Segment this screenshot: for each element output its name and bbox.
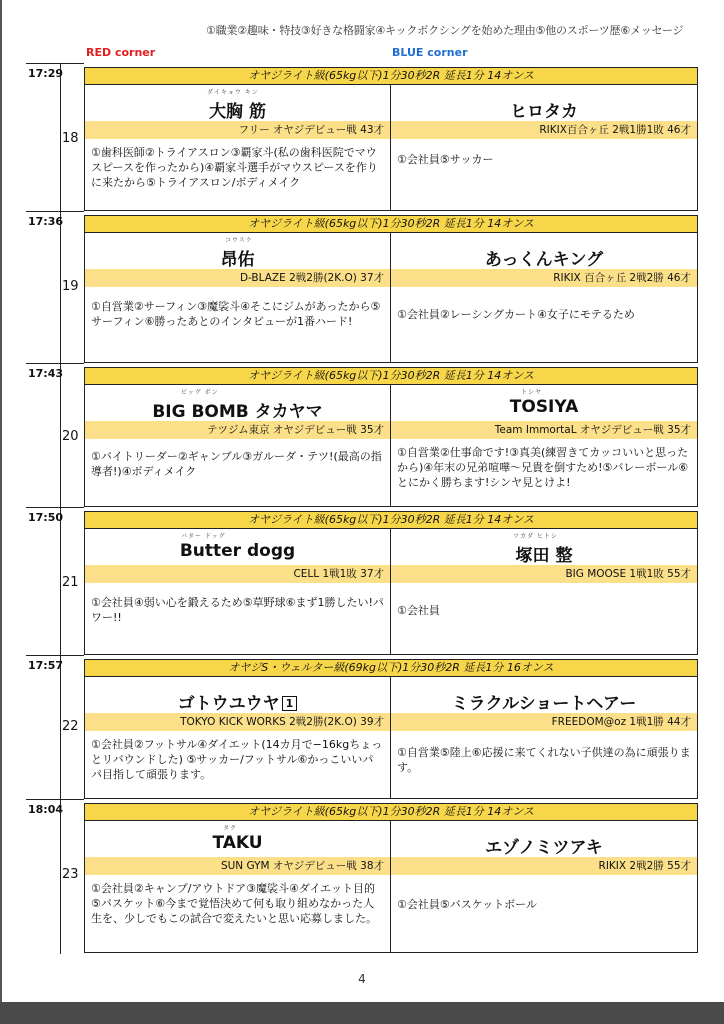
fighter-info: RIKIX 百合ヶ丘 2戦2勝 46才 [391,269,697,287]
weight-class-bar: オヤジライト級(65kg以下)1分30秒2R 延長1分 14オンス [85,368,697,385]
bout-time: 17:50 [28,511,64,524]
match-card [84,367,698,507]
fighter-name: 昂佑 [220,250,255,270]
blue-fighter [391,529,697,654]
name-ruby: ダイキョウ キン [207,89,259,96]
name-ruby: ツカダ ヒトシ [513,533,558,540]
blue-fighter [391,233,697,362]
fighter-name: エゾノミツアキ [485,838,603,858]
name-ruby: ビッグ ボン [181,389,219,396]
name-ruby: トシヤ [521,389,543,396]
bout-separator [26,799,84,800]
bout-card [26,655,696,799]
fighter-name: あっくんキング [484,250,604,270]
bout-number: 18 [62,131,79,146]
blue-fighter [391,821,697,952]
fighter-name: 塚田 整 [515,546,573,566]
weight-class-bar: オヤジS・ウェルター級(69kg以下)1分30秒2R 延長1分 16オンス [85,660,697,677]
bout-card [26,63,696,211]
entry-number-badge: 1 [282,696,298,711]
name-ruby: タク [223,825,238,832]
bout-number: 23 [62,867,79,882]
fighter-name: Butter dogg [179,541,296,561]
match-card [84,803,698,953]
fighter-profile: ①会社員②キャンプ/アウトドア③魔裟斗④ダイエット目的⑤バスケット⑥今まで覚悟決めて何も取り組めなかった人生を、少しでもこの試合で変えたいと思い応募しました。 [91,882,377,925]
fighter-info: FREEDOM@oz 1戦1勝 44才 [391,713,697,731]
fighter-profile: ①会社員⑤バスケットボール [397,898,537,911]
bout-number: 22 [62,719,79,734]
bout-number: 19 [62,279,79,294]
red-fighter [85,85,391,210]
fighter-info: CELL 1戦1敗 37才 [85,565,390,583]
fighter-info: D-BLAZE 2戦2勝(2K.O) 37才 [85,269,390,287]
fighter-info: テツジム東京 オヤジデビュー戦 35才 [85,421,390,439]
fighter-info: RIKIX 2戦2勝 55才 [391,857,697,875]
bout-number: 21 [62,575,79,590]
weight-class-bar: オヤジライト級(65kg以下)1分30秒2R 延長1分 14オンス [85,512,697,529]
fighter-info: BIG MOOSE 1戦1敗 55才 [391,565,697,583]
fighter-profile: ①自営業②サーフィン③魔裟斗④そこにジムがあったから⑤サーフィン⑥勝ったあとのインタビューが1番ハード! [91,300,381,328]
fighter-profile: ①バイトリーダー②ギャンブル③ガルーダ・テツ!(最高の指導者!)④ボディメイク [91,450,382,478]
fighter-profile: ①自営業②仕事命です!③真美(練習きてカッコいいと思ったから)④年末の兄弟喧嘩〜兄貴を倒すため!⑤バレーボール⑥とにかく勝ちます!シンヤ見とけよ! [397,446,689,489]
fighter-name: TOSIYA [509,397,579,417]
bout-separator [26,211,84,212]
red-fighter [85,233,391,362]
fighter-info: Team ImmortaL オヤジデビュー戦 35才 [391,421,697,439]
page-edge-bottom [0,1002,724,1024]
fighter-name: ゴトウユウヤ [177,694,280,714]
fighter-profile: ①自営業⑤陸上⑥応援に来てくれない子供達の為に頑張ります。 [397,746,691,774]
red-fighter [85,821,391,952]
red-fighter [85,385,391,506]
blue-fighter [391,385,697,506]
red-fighter [85,677,391,798]
page-number: 4 [358,972,366,986]
match-card [84,67,698,211]
fighter-profile: ①会社員④弱い心を鍛えるため⑤草野球⑥まず1勝したい!パワー!! [91,596,384,624]
fighter-profile: ①会社員 [397,604,440,617]
fighter-name: ミラクルショートヘアー [451,694,637,714]
bout-time: 17:29 [28,67,64,80]
fighter-profile: ①会社員②フットサル④ダイエット(14カ月で−16kgちょっとリバウンドした) ⑤サッカー/フットサル⑥かっこいいパパ目指して頑張ります。 [91,738,383,781]
name-ruby: バター ドッグ [181,533,226,540]
bout-card [26,799,696,955]
fighter-info: TOKYO KICK WORKS 2戦2勝(2K.O) 39才 [85,713,390,731]
profile-legend: ①職業②趣味・特技③好きな格闘家④キックボクシングを始めた理由⑤他のスポーツ歴⑥メッセージ [206,24,684,37]
fighter-info: RIKIX百合ヶ丘 2戦1勝1敗 46才 [391,121,697,139]
red-corner-label: RED corner [86,46,156,59]
weight-class-bar: オヤジライト級(65kg以下)1分30秒2R 延長1分 14オンス [85,216,697,233]
blue-corner-label: BLUE corner [392,46,468,59]
weight-class-bar: オヤジライト級(65kg以下)1分30秒2R 延長1分 14オンス [85,804,697,821]
bout-time: 17:43 [28,367,64,380]
fighter-profile: ①歯科医師②トライアスロン③覇家斗(私の歯科医院でマウスピースを作ったから)④覇家斗選手がマウスピースを作りに来たから⑤トライアスロン/ボディメイク [91,146,378,189]
fighter-profile: ①会社員⑤サッカー [397,153,494,166]
name-ruby: コウスケ [225,237,253,244]
bout-time: 17:36 [28,215,64,228]
bout-separator [26,507,84,508]
fighter-info: フリー オヤジデビュー戦 43才 [85,121,390,139]
fighter-info: SUN GYM オヤジデビュー戦 38才 [85,857,390,875]
bout-separator [26,655,84,656]
bout-card [26,211,696,363]
weight-class-bar: オヤジライト級(65kg以下)1分30秒2R 延長1分 14オンス [85,68,697,85]
fighter-name: ヒロタカ [510,102,578,122]
bout-number: 20 [62,429,79,444]
match-card [84,511,698,655]
blue-fighter [391,677,697,798]
fighter-name: 大胸 筋 [209,102,266,122]
red-fighter [85,529,391,654]
bout-card [26,363,696,507]
blue-fighter [391,85,697,210]
fighter-name: BIG BOMB タカヤマ [152,402,323,422]
match-card [84,215,698,363]
bout-time: 18:04 [28,803,64,816]
fighter-name: TAKU [212,833,263,853]
match-card [84,659,698,799]
bout-card [26,507,696,655]
bout-time: 17:57 [28,659,64,672]
fighter-profile: ①会社員②レーシングカート④女子にモテるため [397,308,635,321]
bout-separator [26,363,84,364]
